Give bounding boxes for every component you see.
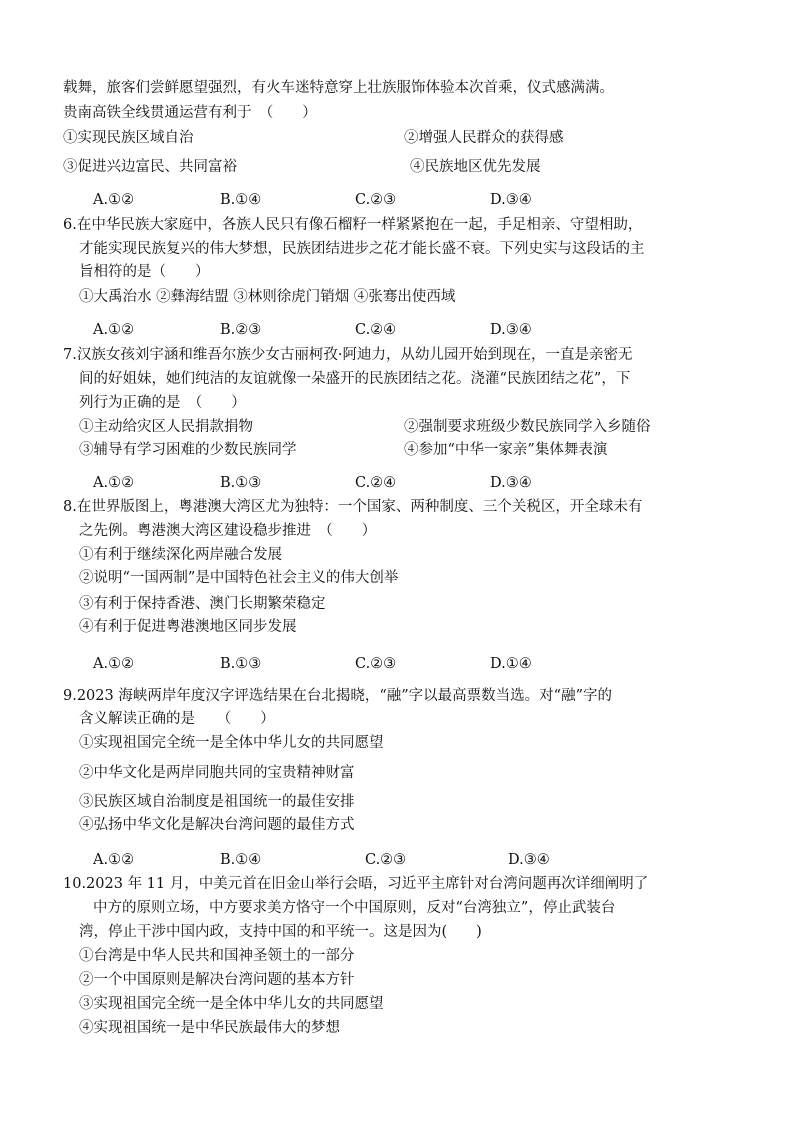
q10-item-4: ④实现祖国统一是中华民族最伟大的梦想 — [79, 1020, 340, 1036]
q9-stem-line-2: 含义解读正确的是 （ ） — [79, 711, 275, 727]
q8-item-3: ③有利于保持香港、澳门长期繁荣稳定 — [79, 596, 326, 612]
q7-stem-line-3: 列行为正确的是 （ ） — [79, 395, 246, 411]
q6-stem-line-2: 才能实现民族复兴的伟大梦想，民族团结进步之花才能长盛不衰。下列史实与这段话的主 — [79, 241, 645, 257]
q8-option-d: D.①④ — [490, 656, 532, 672]
q8-option-c: C.②③ — [355, 656, 397, 672]
q6-stem-line-1: 6.在中华民族大家庭中，各族人民只有像石榴籽一样紧紧抱在一起，手足相亲、守望相助， — [63, 217, 643, 233]
q7-stem-line-2: 间的好姐妹，她们纯洁的友谊就像一朵盛开的民族团结之花。浇灌“民族团结之花”，下 — [79, 371, 631, 387]
q6-option-a: A.①② — [93, 322, 135, 338]
q7-item-4: ④参加“中华一家亲”集体舞表演 — [404, 442, 608, 458]
q9-stem-line-1: 9.2023 海峡两岸年度汉字评选结果在台北揭晓，“融”字以最高票数当选。对“融”字的 — [63, 688, 612, 704]
q7-option-c: C.②④ — [355, 475, 397, 491]
q9-option-d: D.③④ — [508, 852, 550, 868]
q10-item-1: ①台湾是中华人民共和国神圣领土的一部分 — [79, 948, 355, 964]
q8-option-a: A.①② — [93, 656, 135, 672]
q8-item-4: ④有利于促进粤港澳地区同步发展 — [79, 619, 297, 635]
q5-option-d: D.③④ — [490, 192, 532, 208]
q8-item-1: ①有利于继续深化两岸融合发展 — [79, 547, 282, 563]
q8-stem-line-2: 之先例。粤港澳大湾区建设稳步推进 （ ） — [79, 523, 377, 539]
q10-item-3: ③实现祖国完全统一是全体中华儿女的共同愿望 — [79, 996, 384, 1012]
q6-stem-line-3: 旨相符的是（ ） — [79, 264, 210, 280]
q7-stem-line-1: 7.汉族女孩刘宇涵和维吾尔族少女古丽柯孜·阿迪力，从幼儿园开始到现在，一直是亲密无 — [63, 347, 633, 363]
q7-option-d: D.③④ — [490, 475, 532, 491]
q7-item-3: ③辅导有学习困难的少数民族同学 — [79, 442, 297, 458]
q10-stem-line-3: 湾，停止干涉中国内政，支持中国的和平统一。这是因为( ) — [79, 924, 482, 940]
q10-stem-line-1: 10.2023 年 11 月，中美元首在旧金山举行会晤，习近平主席针对台湾问题再次详细阐明了 — [63, 876, 649, 892]
q9-item-1: ①实现祖国完全统一是全体中华儿女的共同愿望 — [79, 735, 384, 751]
q5-item-4: ④民族地区优先发展 — [410, 159, 541, 175]
q5-option-b: B.①④ — [220, 192, 262, 208]
q9-item-2: ②中华文化是两岸同胞共同的宝贵精神财富 — [79, 765, 355, 781]
q10-stem-line-2: 中方的原则立场，中方要求美方恪守一个中国原则，反对“台湾独立”，停止武装台 — [93, 900, 616, 916]
q10-item-2: ②一个中国原则是解决台湾问题的基本方针 — [79, 972, 355, 988]
q5-item-1: ①实现民族区域自治 — [63, 130, 194, 146]
q9-option-b: B.①④ — [220, 852, 262, 868]
q8-item-2: ②说明“一国两制”是中国特色社会主义的伟大创举 — [79, 570, 399, 586]
q7-item-1: ①主动给灾区人民捐款捐物 — [79, 419, 253, 435]
q5-item-3: ③促进兴边富民、共同富裕 — [63, 159, 237, 175]
q7-option-b: B.①③ — [220, 475, 262, 491]
q9-option-c: C.②③ — [365, 852, 407, 868]
q9-option-a: A.①② — [93, 852, 135, 868]
q7-option-a: A.①② — [93, 475, 135, 491]
q9-item-3: ③民族区域自治制度是祖国统一的最佳安排 — [79, 794, 355, 810]
q9-item-4: ④弘扬中华文化是解决台湾问题的最佳方式 — [79, 817, 355, 833]
q6-option-d: D.③④ — [490, 322, 532, 338]
q7-item-2: ②强制要求班级少数民族同学入乡随俗 — [404, 419, 651, 435]
q5-item-2: ②增强人民群众的获得感 — [404, 130, 564, 146]
q8-stem-line-1: 8.在世界版图上，粤港澳大湾区尤为独特：一个国家、两种制度、三个关税区，开全球未有 — [63, 499, 643, 515]
q5-stem-line-2: 贵南高铁全线贯通运营有利于 （ ） — [63, 105, 317, 121]
q6-items: ①大禹治水 ②彝海结盟 ③林则徐虎门销烟 ④张骞出使西域 — [79, 289, 456, 305]
q6-option-c: C.②④ — [355, 322, 397, 338]
q5-stem-line-1: 载舞，旅客们尝鲜愿望强烈，有火车迷特意穿上壮族服饰体验本次首乘，仪式感满满。 — [63, 80, 614, 96]
q6-option-b: B.②③ — [220, 322, 262, 338]
q5-option-a: A.①② — [93, 192, 135, 208]
q8-option-b: B.①③ — [220, 656, 262, 672]
q5-option-c: C.②③ — [355, 192, 397, 208]
